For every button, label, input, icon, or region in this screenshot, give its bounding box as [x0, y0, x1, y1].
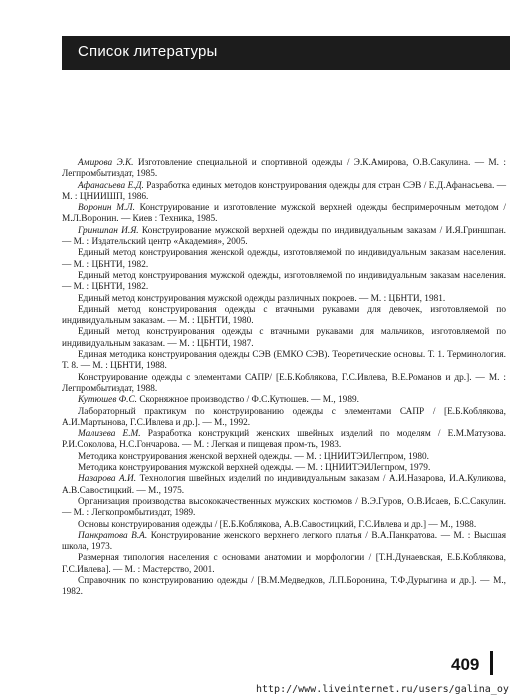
reference-text: Единая методика конструирования одежды СЭВ (ЕМКО СЭВ). Теоретические основы. Т. 1. Терминология. Т. 8. — М. : ЦБНТИ, 1988. [62, 350, 506, 372]
reference-item [62, 520, 506, 531]
reference-author: Афанасьева Е.Д. [78, 180, 144, 191]
reference-author: Панкратова В.А. [78, 530, 148, 541]
page-number-rule [490, 651, 493, 675]
reference-text: Единый метод конструирования одежды с втачными рукавами для мальчиков, изготовляемой по индивидуальным заказам. — М. : ЦБНТИ, 1987. [62, 327, 506, 349]
reference-item [62, 350, 506, 373]
page-number: 409 [451, 655, 480, 674]
reference-text: Изготовление специальной и спортивной одежды / Э.К.Амирова, О.В.Сакулина. — М. : Легпромбытиздат, 1985. [62, 158, 506, 180]
reference-item [62, 395, 506, 406]
reference-text: Конструирование мужской верхней одежды по индивидуальным заказам / И.Я.Гриншпан. — М. : Издательский центр «Академия», 2005. [62, 225, 506, 248]
section-header-bar [62, 36, 510, 70]
reference-text: Методика конструирования женской верхней одежды. — М. : ЦНИИТЭИЛегпром, 1980. [78, 451, 430, 462]
reference-item [62, 327, 506, 350]
reference-author: Кутюшев Ф.С. [78, 395, 137, 406]
reference-item [62, 305, 506, 328]
reference-author: Назарова А.И. [78, 474, 137, 485]
reference-text: Скорняжное производство / Ф.С.Кутюшев. — М., 1989. [137, 395, 359, 406]
reference-item [62, 576, 506, 599]
reference-item [62, 158, 506, 181]
reference-item [62, 553, 506, 576]
reference-item [62, 226, 506, 249]
reference-author: Амирова Э.К. [78, 158, 134, 168]
reference-item [62, 248, 506, 271]
reference-text: Справочник по конструированию одежды / [В.М.Медведков, Л.П.Боронина, Т.Ф.Дурыгина и др.]. — М., 1982. [62, 575, 506, 598]
reference-text: Конструирование женского верхнего легкого платья / В.А.Панкратова. — М. : Высшая школа, 1973. [62, 530, 506, 553]
reference-item [62, 429, 506, 452]
reference-text: Основы конструирования одежды / [Е.Б.Коблякова, А.В.Савостицкий, Г.С.Ивлева и др.] — М., 1988. [78, 519, 477, 530]
reference-item [62, 181, 506, 204]
reference-text: Методика конструирования мужской верхней одежды. — М. : ЦНИИТЭИЛегпром, 1979. [78, 463, 431, 474]
reference-item [62, 203, 506, 226]
reference-text: Лабораторный практикум по конструированию одежды с элементами САПР / [Е.Б.Коблякова, А.И.Мартынова, Г.С.Ивлева и др.]. — М., 1992. [62, 406, 506, 428]
reference-text: Размерная типология населения с основами анатомии и морфологии / [Т.Н.Дунаевская, Е.Б.Коблякова, Г.С.Ивлева]. — М. : Мастерство, 2001. [62, 553, 506, 575]
watermark-url: http://www.liveinternet.ru/users/galina_oy [256, 684, 509, 695]
reference-item [62, 373, 506, 396]
reference-author: Воронин М.Л. [78, 203, 135, 214]
reference-author: Гриншпан И.Я. [78, 225, 139, 236]
reference-text: Технология швейных изделий по индивидуальным заказам / А.И.Назарова, И.А.Куликова, А.В.Савостицкий. — М., 1975. [62, 474, 506, 496]
reference-text: Единый метод конструирования мужской одежды, изготовляемой по индивидуальным заказам населения. — М. : ЦБНТИ, 1982. [62, 270, 506, 293]
reference-list [62, 158, 506, 599]
reference-text: Организация производства высококачественных мужских костюмов / В.Э.Гуров, О.В.Исаев, Б.С.Сакулин. — М. : Легкопромбытиздат, 1989. [62, 496, 506, 519]
reference-text: Конструирование и изготовление мужской верхней одежды беспримерочным методом / М.Л.Воронин. — Киев : Техника, 1985. [62, 203, 506, 225]
reference-item [62, 474, 506, 497]
reference-text: Единый метод конструирования женской одежды, изготовляемой по индивидуальным заказам населения. — М. : ЦБНТИ, 1982. [62, 248, 506, 270]
reference-item [62, 407, 506, 430]
reference-item [62, 463, 506, 474]
reference-text: Единый метод конструирования одежды с втачными рукавами для девочек, изготовляемой по индивидуальным заказам. — М. : ЦБНТИ, 1980. [62, 304, 506, 327]
reference-item [62, 497, 506, 520]
reference-item [62, 271, 506, 294]
section-title: Список литературы [78, 43, 218, 60]
reference-author: Мализева Е.М. [78, 429, 141, 440]
reference-text: Разработка единых методов конструирования одежды для стран СЭВ / Е.Д.Афанасьева. — М. : ЦНИИШП, 1986. [62, 180, 507, 202]
reference-text: Единый метод конструирования мужской одежды различных покроев. — М. : ЦБНТИ, 1981. [78, 293, 446, 304]
reference-text: Разработка конструкций женских швейных изделий по моделям / Е.М.Матузова. Р.И.Соколова, Н.С.Гончарова. — М. : Легкая и пищевая пром-ть, 1983. [62, 429, 507, 451]
reference-item [62, 294, 506, 305]
reference-item [62, 531, 506, 554]
reference-text: Конструирование одежды с элементами САПР/ [Е.Б.Коблякова, Г.С.Ивлева, В.Е.Романов и др.]. — М. : Легпромбытиздат, 1988. [62, 372, 506, 394]
reference-item [62, 452, 506, 463]
